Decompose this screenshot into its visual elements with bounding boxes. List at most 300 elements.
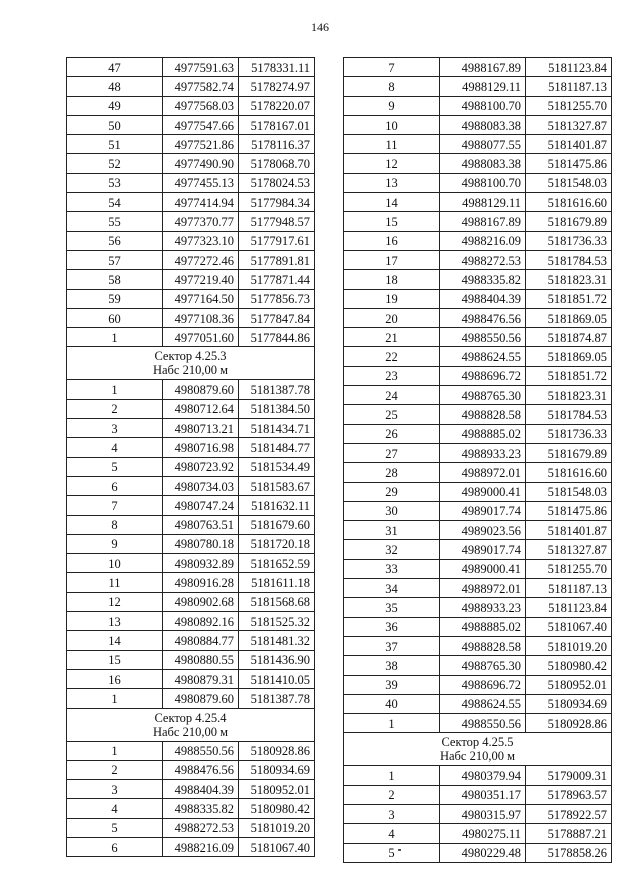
x-coordinate-cell: 4988077.55: [440, 135, 526, 154]
x-coordinate-cell: 4988696.72: [440, 366, 526, 385]
y-coordinate-cell: 5181475.86: [526, 501, 612, 520]
y-coordinate-cell: 5181410.05: [239, 669, 315, 688]
point-number-cell: 18: [344, 270, 440, 289]
point-number-cell: 12: [67, 592, 163, 611]
table-row: [67, 515, 315, 534]
table-row: [344, 804, 612, 823]
point-number-cell: 3: [344, 804, 440, 823]
y-coordinate-cell: 5178116.37: [239, 135, 315, 154]
point-number-cell: 3: [67, 419, 163, 438]
table-row: [344, 270, 612, 289]
table-row: [344, 714, 612, 733]
x-coordinate-cell: 4977108.36: [163, 308, 239, 327]
table-row: [344, 58, 612, 77]
table-row: [67, 77, 315, 96]
table-row: [344, 193, 612, 212]
x-coordinate-cell: 4980734.03: [163, 476, 239, 495]
x-coordinate-cell: 4988216.09: [163, 837, 239, 856]
point-number-cell: 25: [344, 405, 440, 424]
y-coordinate-cell: 5181255.70: [526, 96, 612, 115]
table-row: [67, 308, 315, 327]
x-coordinate-cell: 4988828.58: [440, 636, 526, 655]
x-coordinate-cell: 4980879.60: [163, 689, 239, 708]
x-coordinate-cell: 4988083.38: [440, 115, 526, 134]
y-coordinate-cell: 5180928.86: [526, 714, 612, 733]
page-number: 146: [311, 20, 329, 34]
point-number-cell: 30: [344, 501, 440, 520]
y-coordinate-cell: 5181823.31: [526, 270, 612, 289]
x-coordinate-cell: 4977521.86: [163, 135, 239, 154]
table-row: [67, 154, 315, 173]
y-coordinate-cell: 5181736.33: [526, 424, 612, 443]
x-coordinate-cell: 4988083.38: [440, 154, 526, 173]
y-coordinate-cell: 5181869.05: [526, 347, 612, 366]
table-row: [67, 270, 315, 289]
y-coordinate-cell: 5181851.72: [526, 366, 612, 385]
point-number-cell: 4: [344, 824, 440, 843]
y-coordinate-cell: 5181616.60: [526, 193, 612, 212]
x-coordinate-cell: 4988272.53: [440, 250, 526, 269]
y-coordinate-cell: 5177844.86: [239, 328, 315, 347]
y-coordinate-cell: 5178068.70: [239, 154, 315, 173]
y-coordinate-cell: 5177948.57: [239, 212, 315, 231]
y-coordinate-cell: 5178220.07: [239, 96, 315, 115]
x-coordinate-cell: 4977370.77: [163, 212, 239, 231]
table-row: [344, 501, 612, 520]
x-coordinate-cell: 4988167.89: [440, 212, 526, 231]
y-coordinate-cell: 5181481.32: [239, 631, 315, 650]
sector-header: [67, 708, 315, 741]
point-number-cell: 53: [67, 173, 163, 192]
y-coordinate-cell: 5178922.57: [526, 804, 612, 823]
y-coordinate-cell: 5178331.11: [239, 58, 315, 77]
table-row: [67, 799, 315, 818]
y-coordinate-cell: 5181534.49: [239, 457, 315, 476]
x-coordinate-cell: 4988933.23: [440, 443, 526, 462]
y-coordinate-cell: 5177917.61: [239, 231, 315, 250]
x-coordinate-cell: 4980879.60: [163, 380, 239, 399]
sector-height: Набс 210,00 м: [439, 749, 516, 764]
point-number-cell: 10: [344, 115, 440, 134]
y-coordinate-cell: 5181611.18: [239, 573, 315, 592]
point-number-cell: 14: [67, 631, 163, 650]
x-coordinate-cell: 4977547.66: [163, 115, 239, 134]
table-row: [344, 463, 612, 482]
y-coordinate-cell: 5178024.53: [239, 173, 315, 192]
y-coordinate-cell: 5181548.03: [526, 482, 612, 501]
y-coordinate-cell: 5181123.84: [526, 598, 612, 617]
x-coordinate-cell: 4988404.39: [163, 780, 239, 799]
point-number-cell: 36: [344, 617, 440, 636]
right-table-body: [344, 58, 612, 863]
x-coordinate-cell: 4977164.50: [163, 289, 239, 308]
point-number-cell: 11: [344, 135, 440, 154]
y-coordinate-cell: 5181436.90: [239, 650, 315, 669]
point-number-cell: 5: [67, 818, 163, 837]
sector-title: Сектор 4.25.4: [154, 710, 227, 725]
table-row: [67, 573, 315, 592]
y-coordinate-cell: 5181067.40: [239, 837, 315, 856]
table-row: [344, 766, 612, 785]
y-coordinate-cell: 5181679.89: [526, 443, 612, 462]
y-coordinate-cell: 5180952.01: [526, 675, 612, 694]
point-number-cell: 12: [344, 154, 440, 173]
point-number-cell: 15: [67, 650, 163, 669]
point-number-cell: 5: [344, 843, 440, 862]
point-number-cell: 1: [67, 689, 163, 708]
scan-speck: [398, 849, 401, 851]
table-row: [67, 818, 315, 837]
y-coordinate-cell: 5181568.68: [239, 592, 315, 611]
table-row: [344, 617, 612, 636]
y-coordinate-cell: 5179009.31: [526, 766, 612, 785]
table-row: [344, 559, 612, 578]
x-coordinate-cell: 4977490.90: [163, 154, 239, 173]
table-row: [67, 496, 315, 515]
table-row: [67, 212, 315, 231]
y-coordinate-cell: 5181387.78: [239, 689, 315, 708]
y-coordinate-cell: 5181679.60: [239, 515, 315, 534]
table-row: [67, 534, 315, 553]
y-coordinate-cell: 5181548.03: [526, 173, 612, 192]
table-row: [344, 77, 612, 96]
table-row: [344, 694, 612, 713]
table-row: [344, 366, 612, 385]
table-row: [67, 476, 315, 495]
table-row: [344, 328, 612, 347]
point-number-cell: 24: [344, 386, 440, 405]
x-coordinate-cell: 4988765.30: [440, 656, 526, 675]
x-coordinate-cell: 4988476.56: [440, 308, 526, 327]
point-number-cell: 33: [344, 559, 440, 578]
point-number-cell: 1: [67, 328, 163, 347]
table-row: [67, 193, 315, 212]
table-row: [67, 650, 315, 669]
x-coordinate-cell: 4980351.17: [440, 785, 526, 804]
y-coordinate-cell: 5181484.77: [239, 438, 315, 457]
y-coordinate-cell: 5177871.44: [239, 270, 315, 289]
table-row: [344, 656, 612, 675]
table-row: [67, 58, 315, 77]
x-coordinate-cell: 4989017.74: [440, 501, 526, 520]
x-coordinate-cell: 4980780.18: [163, 534, 239, 553]
table-row: [344, 135, 612, 154]
table-row: [67, 231, 315, 250]
sector-header: [67, 347, 315, 380]
point-number-cell: 1: [67, 741, 163, 760]
table-row: [344, 521, 612, 540]
y-coordinate-cell: 5180934.69: [239, 760, 315, 779]
table-row: [67, 96, 315, 115]
sector-height: Набс 210,00 м: [152, 724, 229, 739]
y-coordinate-cell: 5181384.50: [239, 399, 315, 418]
point-number-cell: 4: [67, 799, 163, 818]
point-number-cell: 4: [67, 438, 163, 457]
x-coordinate-cell: 4977051.60: [163, 328, 239, 347]
x-coordinate-cell: 4989017.74: [440, 540, 526, 559]
y-coordinate-cell: 5181187.13: [526, 579, 612, 598]
table-row: [344, 250, 612, 269]
x-coordinate-cell: 4980879.31: [163, 669, 239, 688]
x-coordinate-cell: 4980884.77: [163, 631, 239, 650]
x-coordinate-cell: 4980716.98: [163, 438, 239, 457]
x-coordinate-cell: 4977591.63: [163, 58, 239, 77]
y-coordinate-cell: 5181187.13: [526, 77, 612, 96]
table-row: [344, 154, 612, 173]
x-coordinate-cell: 4977568.03: [163, 96, 239, 115]
table-row: [344, 231, 612, 250]
sector-header-row: [67, 708, 315, 741]
x-coordinate-cell: 4988828.58: [440, 405, 526, 424]
point-number-cell: 5: [67, 457, 163, 476]
table-row: [344, 289, 612, 308]
table-row: [67, 760, 315, 779]
x-coordinate-cell: 4988972.01: [440, 579, 526, 598]
point-number-cell: 8: [344, 77, 440, 96]
table-row: [67, 612, 315, 631]
table-row: [67, 438, 315, 457]
table-row: [67, 250, 315, 269]
x-coordinate-cell: 4988550.56: [440, 328, 526, 347]
x-coordinate-cell: 4977455.13: [163, 173, 239, 192]
sector-title: Сектор 4.25.3: [154, 349, 227, 364]
table-row: [344, 579, 612, 598]
point-number-cell: 28: [344, 463, 440, 482]
point-number-cell: 15: [344, 212, 440, 231]
point-number-cell: 40: [344, 694, 440, 713]
x-coordinate-cell: 4988167.89: [440, 58, 526, 77]
x-coordinate-cell: 4980723.92: [163, 457, 239, 476]
y-coordinate-cell: 5181475.86: [526, 154, 612, 173]
point-number-cell: 59: [67, 289, 163, 308]
y-coordinate-cell: 5181784.53: [526, 405, 612, 424]
x-coordinate-cell: 4988335.82: [163, 799, 239, 818]
table-row: [67, 115, 315, 134]
point-number-cell: 50: [67, 115, 163, 134]
x-coordinate-cell: 4988885.02: [440, 424, 526, 443]
table-row: [344, 540, 612, 559]
y-coordinate-cell: 5181019.20: [526, 636, 612, 655]
table-row: [67, 457, 315, 476]
table-row: [344, 824, 612, 843]
y-coordinate-cell: 5178274.97: [239, 77, 315, 96]
y-coordinate-cell: 5181401.87: [526, 135, 612, 154]
y-coordinate-cell: 5181784.53: [526, 250, 612, 269]
x-coordinate-cell: 4980763.51: [163, 515, 239, 534]
y-coordinate-cell: 5181720.18: [239, 534, 315, 553]
point-number-cell: 26: [344, 424, 440, 443]
table-row: [67, 741, 315, 760]
y-coordinate-cell: 5181327.87: [526, 540, 612, 559]
table-row: [344, 212, 612, 231]
table-row: [344, 173, 612, 192]
y-coordinate-cell: 5181387.78: [239, 380, 315, 399]
x-coordinate-cell: 4989000.41: [440, 482, 526, 501]
y-coordinate-cell: 5181401.87: [526, 521, 612, 540]
y-coordinate-cell: 5181823.31: [526, 386, 612, 405]
table-row: [344, 347, 612, 366]
x-coordinate-cell: 4980229.48: [440, 843, 526, 862]
x-coordinate-cell: 4988765.30: [440, 386, 526, 405]
point-number-cell: 32: [344, 540, 440, 559]
x-coordinate-cell: 4977219.40: [163, 270, 239, 289]
table-row: [344, 482, 612, 501]
point-number-cell: 17: [344, 250, 440, 269]
point-number-cell: 16: [344, 231, 440, 250]
y-coordinate-cell: 5181067.40: [526, 617, 612, 636]
point-number-cell: 55: [67, 212, 163, 231]
x-coordinate-cell: 4988404.39: [440, 289, 526, 308]
point-number-cell: 13: [344, 173, 440, 192]
x-coordinate-cell: 4980880.55: [163, 650, 239, 669]
point-number-cell: 54: [67, 193, 163, 212]
point-number-cell: 19: [344, 289, 440, 308]
table-row: [67, 689, 315, 708]
left-coordinate-table: [66, 57, 314, 857]
y-coordinate-cell: 5181434.71: [239, 419, 315, 438]
y-coordinate-cell: 5180980.42: [239, 799, 315, 818]
table-row: [67, 173, 315, 192]
point-number-cell: 51: [67, 135, 163, 154]
table-row: [67, 669, 315, 688]
point-number-cell: 39: [344, 675, 440, 694]
point-number-cell: 60: [67, 308, 163, 327]
point-number-cell: 7: [67, 496, 163, 515]
x-coordinate-cell: 4977414.94: [163, 193, 239, 212]
x-coordinate-cell: 4980379.94: [440, 766, 526, 785]
y-coordinate-cell: 5180928.86: [239, 741, 315, 760]
point-number-cell: 9: [67, 534, 163, 553]
y-coordinate-cell: 5181652.59: [239, 554, 315, 573]
point-number-cell: 34: [344, 579, 440, 598]
point-number-cell: 10: [67, 554, 163, 573]
x-coordinate-cell: 4988624.55: [440, 347, 526, 366]
point-number-cell: 20: [344, 308, 440, 327]
table-row: [344, 785, 612, 804]
table-row: [344, 405, 612, 424]
y-coordinate-cell: 5181736.33: [526, 231, 612, 250]
table-row: [67, 135, 315, 154]
x-coordinate-cell: 4988476.56: [163, 760, 239, 779]
table-row: [67, 780, 315, 799]
table-row: [67, 328, 315, 347]
x-coordinate-cell: 4989023.56: [440, 521, 526, 540]
x-coordinate-cell: 4988335.82: [440, 270, 526, 289]
x-coordinate-cell: 4977272.46: [163, 250, 239, 269]
x-coordinate-cell: 4988129.11: [440, 77, 526, 96]
point-number-cell: 6: [67, 476, 163, 495]
x-coordinate-cell: 4980892.16: [163, 612, 239, 631]
table-row: [344, 843, 612, 862]
x-coordinate-cell: 4988624.55: [440, 694, 526, 713]
point-number-cell: 48: [67, 77, 163, 96]
table-row: [344, 96, 612, 115]
y-coordinate-cell: 5181874.87: [526, 328, 612, 347]
point-number-cell: 29: [344, 482, 440, 501]
table-row: [67, 399, 315, 418]
sector-height: Набс 210,00 м: [152, 363, 229, 378]
point-number-cell: 47: [67, 58, 163, 77]
y-coordinate-cell: 5181019.20: [239, 818, 315, 837]
point-number-cell: 2: [344, 785, 440, 804]
table-row: [344, 424, 612, 443]
y-coordinate-cell: 5180952.01: [239, 780, 315, 799]
x-coordinate-cell: 4980713.21: [163, 419, 239, 438]
x-coordinate-cell: 4988100.70: [440, 173, 526, 192]
x-coordinate-cell: 4980932.89: [163, 554, 239, 573]
point-number-cell: 22: [344, 347, 440, 366]
y-coordinate-cell: 5181525.32: [239, 612, 315, 631]
point-number-cell: 23: [344, 366, 440, 385]
y-coordinate-cell: 5181255.70: [526, 559, 612, 578]
point-number-cell: 52: [67, 154, 163, 173]
point-number-cell: 2: [67, 760, 163, 779]
point-number-cell: 31: [344, 521, 440, 540]
point-number-cell: 2: [67, 399, 163, 418]
point-number-cell: 49: [67, 96, 163, 115]
table-row: [67, 631, 315, 650]
table-row: [344, 675, 612, 694]
x-coordinate-cell: 4980916.28: [163, 573, 239, 592]
point-number-cell: 58: [67, 270, 163, 289]
point-number-cell: 38: [344, 656, 440, 675]
table-row: [67, 289, 315, 308]
table-row: [344, 308, 612, 327]
x-coordinate-cell: 4988100.70: [440, 96, 526, 115]
table-row: [67, 592, 315, 611]
point-number-cell: 14: [344, 193, 440, 212]
point-number-cell: 16: [67, 669, 163, 688]
table-row: [67, 554, 315, 573]
x-coordinate-cell: 4988696.72: [440, 675, 526, 694]
y-coordinate-cell: 5181123.84: [526, 58, 612, 77]
sector-header-row: [67, 347, 315, 380]
x-coordinate-cell: 4980902.68: [163, 592, 239, 611]
point-number-cell: 21: [344, 328, 440, 347]
y-coordinate-cell: 5181327.87: [526, 115, 612, 134]
table-row: [67, 380, 315, 399]
x-coordinate-cell: 4988272.53: [163, 818, 239, 837]
y-coordinate-cell: 5180934.69: [526, 694, 612, 713]
x-coordinate-cell: 4989000.41: [440, 559, 526, 578]
right-coordinate-table: [343, 57, 611, 863]
x-coordinate-cell: 4980712.64: [163, 399, 239, 418]
point-number-cell: 8: [67, 515, 163, 534]
y-coordinate-cell: 5178858.26: [526, 843, 612, 862]
point-number-cell: 1: [344, 714, 440, 733]
table-row: [344, 443, 612, 462]
y-coordinate-cell: 5181632.11: [239, 496, 315, 515]
point-number-cell: 37: [344, 636, 440, 655]
x-coordinate-cell: 4980315.97: [440, 804, 526, 823]
y-coordinate-cell: 5181851.72: [526, 289, 612, 308]
y-coordinate-cell: 5178887.21: [526, 824, 612, 843]
point-number-cell: 6: [67, 837, 163, 856]
x-coordinate-cell: 4988933.23: [440, 598, 526, 617]
x-coordinate-cell: 4980275.11: [440, 824, 526, 843]
sector-title: Сектор 4.25.5: [441, 735, 514, 750]
point-number-cell: 1: [67, 380, 163, 399]
point-number-cell: 9: [344, 96, 440, 115]
x-coordinate-cell: 4988885.02: [440, 617, 526, 636]
x-coordinate-cell: 4977582.74: [163, 77, 239, 96]
table-row: [67, 419, 315, 438]
y-coordinate-cell: 5177891.81: [239, 250, 315, 269]
point-number-cell: 13: [67, 612, 163, 631]
point-number-cell: 57: [67, 250, 163, 269]
x-coordinate-cell: 4980747.24: [163, 496, 239, 515]
point-number-cell: 27: [344, 443, 440, 462]
